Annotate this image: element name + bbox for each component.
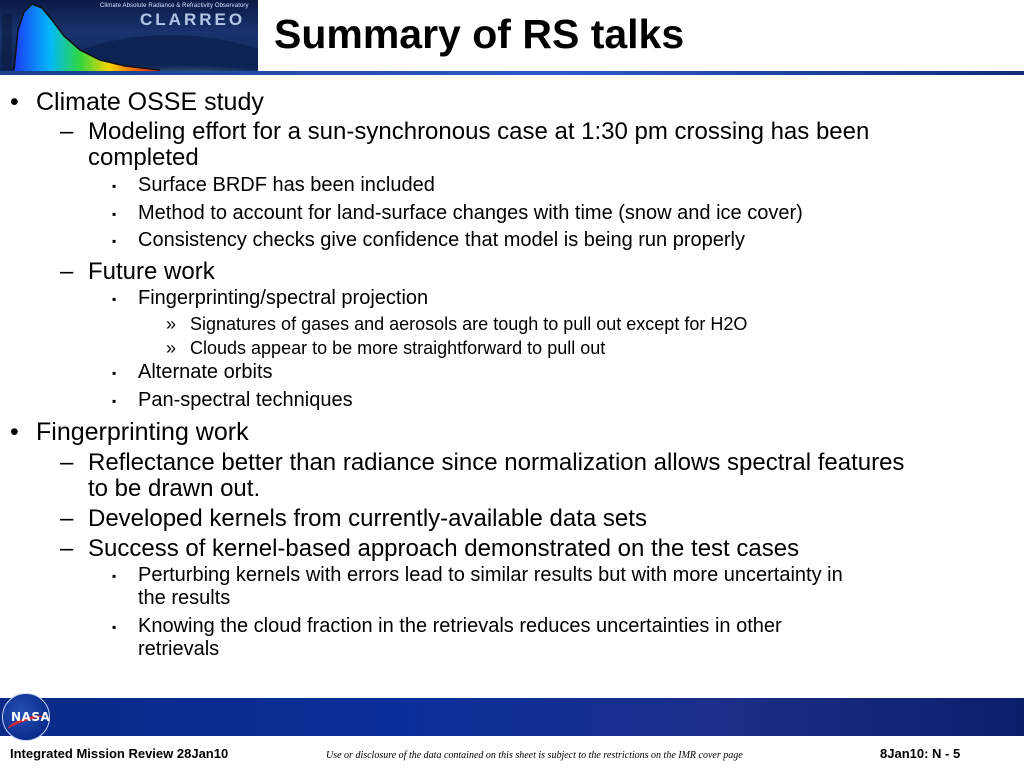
bullet-text: Fingerprinting/spectral projection	[138, 287, 429, 309]
bullet-marker: ▪	[112, 394, 117, 408]
clarreo-banner-image	[0, 0, 258, 72]
bullet-text: Modeling effort for a sun-synchronous case at 1:30 pm crossing has been	[88, 118, 870, 145]
bullet-marker: ▪	[112, 292, 117, 306]
footer-bar	[0, 698, 1024, 736]
bullet-text: Climate OSSE study	[36, 88, 264, 116]
nasa-logo	[2, 693, 50, 741]
bullet-text: the results	[138, 587, 231, 609]
bullet-text: to be drawn out.	[88, 475, 261, 502]
slide-header	[0, 0, 1024, 72]
bullet-text: Method to account for land-surface changes with time (snow and ice cover)	[138, 202, 803, 224]
bullet-text: retrievals	[138, 638, 220, 660]
footer-page-number: 8Jan10: N - 5	[880, 746, 961, 761]
bullet-marker: –	[60, 535, 74, 562]
bullet-text: Alternate orbits	[138, 361, 273, 383]
bullet-text: Knowing the cloud fraction in the retrievals reduces uncertainties in other	[138, 615, 782, 637]
banner-title: Climate Absolute Radiance & Refractivity Observatory	[100, 3, 249, 9]
bullet-text: Success of kernel-based approach demonstrated on the test cases	[88, 535, 800, 562]
bullet-marker: –	[60, 505, 74, 532]
bullet-marker: »	[166, 338, 177, 358]
bullet-marker: •	[10, 88, 19, 116]
bullet-text: Fingerprinting work	[36, 418, 249, 446]
bullet-marker: ▪	[112, 179, 117, 193]
bullet-marker: –	[60, 118, 74, 145]
bullet-text: Consistency checks give confidence that model is being run properly	[138, 229, 745, 251]
footer-left-text: Integrated Mission Review 28Jan10	[10, 746, 229, 761]
bullet-marker: ▪	[112, 620, 117, 634]
bullet-marker: ▪	[112, 234, 117, 248]
bullet-text: Future work	[88, 258, 215, 285]
bullet-marker: ▪	[112, 366, 117, 380]
bullet-text: Developed kernels from currently-available data sets	[88, 505, 647, 532]
bullet-marker: •	[10, 418, 19, 446]
bullet-text: Signatures of gases and aerosols are tough to pull out except for H2O	[190, 314, 748, 334]
title-divider	[0, 71, 1024, 75]
bullet-text: completed	[88, 144, 199, 171]
bullet-marker: »	[166, 314, 177, 334]
bullet-text: Perturbing kernels with errors lead to similar results but with more uncertainty in	[138, 564, 843, 586]
bullet-text: Clouds appear to be more straightforward to pull out	[190, 338, 606, 358]
bullet-marker: ▪	[112, 569, 117, 583]
slide-title: Summary of RS talks	[274, 11, 685, 57]
bullet-marker: –	[60, 449, 74, 476]
banner-logo-text: CLARREO	[140, 10, 246, 29]
bullet-text: Reflectance better than radiance since normalization allows spectral features	[88, 449, 905, 476]
bullet-marker: ▪	[112, 207, 117, 221]
footer-disclaimer: Use or disclosure of the data contained on this sheet is subject to the restrictions on the IMR cover page	[326, 750, 743, 761]
bullet-text: Surface BRDF has been included	[138, 174, 435, 196]
bullet-marker: –	[60, 258, 74, 285]
bullet-text: Pan-spectral techniques	[138, 389, 353, 411]
nasa-logo-text: NASA	[11, 710, 51, 724]
